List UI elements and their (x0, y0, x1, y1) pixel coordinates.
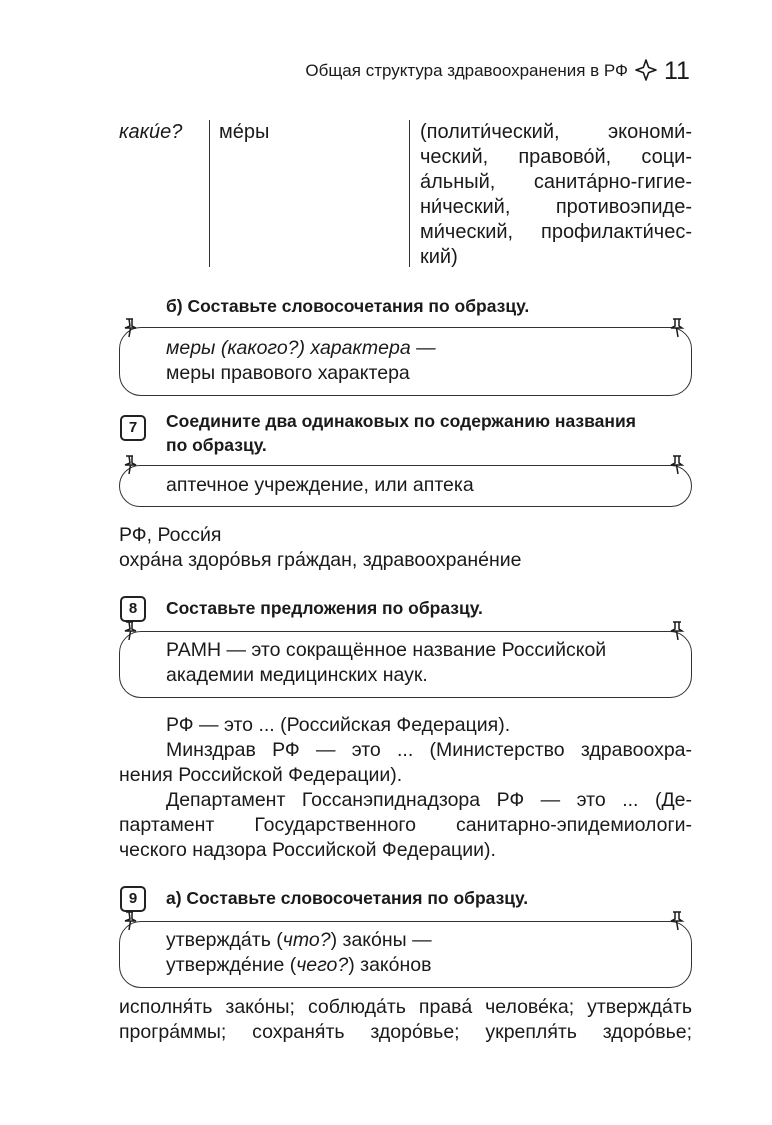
table-option-line: ни́ческий, противоэпиде- (420, 196, 692, 218)
table-option-line: а́льный, санита́рно-гигие- (420, 171, 692, 193)
exercise-8-sentence: партамент Государственного санитарно-эпидемиологи- (119, 814, 692, 836)
table-question: каки́е? (119, 121, 183, 143)
exercise-8-example-line1: РАМН — это сокращённое название Российской (166, 639, 607, 661)
exercise-number-7: 7 (120, 415, 146, 441)
exercise-8-heading: Составьте предложения по образцу. (166, 598, 483, 618)
exercise-7-heading-line2: по образцу. (166, 435, 267, 455)
table-options (420, 120, 692, 270)
exercise-9-heading: а) Составьте словосочетания по образцу. (166, 888, 529, 908)
exercise-8-sentence: ческого надзора Российской Федерации). (119, 839, 496, 861)
exercise-7-item: РФ, Росси́я (119, 524, 222, 546)
four-point-star-icon (635, 59, 657, 81)
table-option-line: ческий, правово́й, соци- (420, 146, 692, 168)
exercise-9-example-line2: утвержде́ние (чего?) зако́нов (166, 954, 432, 976)
pushpin-icon (669, 455, 685, 475)
page-number: 11 (664, 57, 690, 85)
task-b-example-line1: меры (какого?) характера — (166, 337, 436, 359)
table-option-line: (полити́ческий, экономи́- (420, 121, 692, 143)
exercise-8-sentence: нения Российской Федерации). (119, 764, 403, 786)
pushpin-icon (669, 318, 685, 338)
exercise-number-8: 8 (120, 596, 146, 622)
pushpin-icon (669, 911, 685, 931)
table-noun: ме́ры (219, 121, 270, 143)
pushpin-icon (669, 621, 685, 641)
exercise-8-sentence: РФ — это ... (Российская Федерация). (166, 714, 511, 736)
table-divider-left (209, 120, 210, 267)
exercise-7-example: аптечное учреждение, или аптека (166, 474, 474, 496)
pushpin-icon (123, 911, 139, 931)
exercise-8-example-line2: академии медицинских наук. (166, 664, 428, 686)
exercise-number-9: 9 (120, 886, 146, 912)
exercise-9-line: програ́ммы; сохраня́ть здоро́вье; укрепля́ть здоро́вье; (119, 1021, 692, 1043)
exercise-7-heading-line1: Соедините два одинаковых по содержанию названия (166, 411, 636, 431)
exercise-8-sentence: Департамент Госсанэпиднадзора РФ — это ... (Де- (166, 789, 692, 811)
pushpin-icon (123, 318, 139, 338)
exercise-9-example-line1: утвержда́ть (что?) зако́ны — (166, 929, 432, 951)
pushpin-icon (123, 455, 139, 475)
exercise-7-item: охра́на здоро́вья гра́ждан, здравоохране́ние (119, 549, 522, 571)
pushpin-icon (123, 621, 139, 641)
table-divider-right (409, 120, 410, 267)
table-option-line: ми́ческий, профилакти́чес- (420, 221, 692, 243)
running-header-title: Общая структура здравоохранения в РФ (305, 61, 628, 80)
table-option-line: кий) (420, 246, 458, 268)
task-b-heading: б) Составьте словосочетания по образцу. (166, 296, 530, 316)
exercise-8-sentence: Минздрав РФ — это ... (Министерство здравоохра- (166, 739, 692, 761)
exercise-9-line: исполня́ть зако́ны; соблюда́ть права́ челове́ка; утвержда́ть (119, 996, 692, 1018)
task-b-example-line2: меры правового характера (166, 362, 410, 384)
